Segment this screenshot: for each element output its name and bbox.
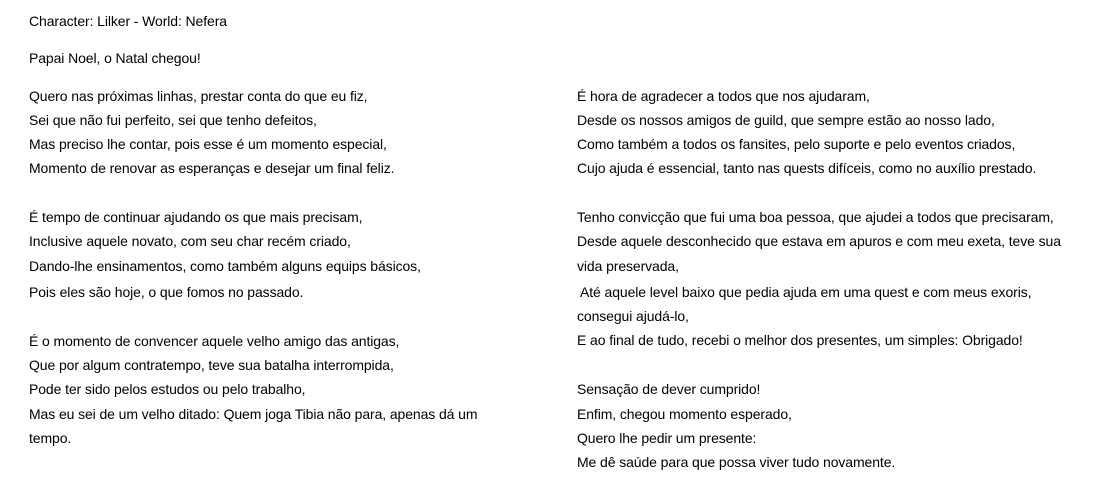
character-world-line: Character: Lilker - World: Nefera [29,13,227,29]
poem-line: Mas preciso lhe contar, pois esse é um momento especial, [29,136,387,152]
poem-line: Pode ter sido pelos estudos ou pelo trabalho, [29,381,306,397]
poem-line: Até aquele level baixo que pedia ajuda em uma quest e com meus exoris, [577,284,1032,300]
poem-line: Quero nas próximas linhas, prestar conta do que eu fiz, [29,88,368,104]
poem-line: Dando-lhe ensinamentos, como também alguns equips básicos, [29,258,421,274]
poem-line: E ao final de tudo, recebi o melhor dos presentes, um simples: Obrigado! [577,332,1023,348]
poem-line: Sensação de dever cumprido! [577,381,761,397]
poem-line: vida preservada, [577,258,679,274]
poem-title: Papai Noel, o Natal chegou! [29,50,201,66]
poem-line: Como também a todos os fansites, pelo suporte e pelo eventos criados, [577,136,1016,152]
poem-line: É hora de agradecer a todos que nos ajudaram, [577,88,870,104]
poem-line: Cujo ajuda é essencial, tanto nas quests difíceis, como no auxílio prestado. [577,160,1037,176]
poem-line: Desde os nossos amigos de guild, que sempre estão ao nosso lado, [577,112,995,128]
poem-line: Enfim, chegou momento esperado, [577,406,792,422]
poem-line: consegui ajudá-lo, [577,308,689,324]
poem-line: Desde aquele desconhecido que estava em apuros e com meu exeta, teve sua [577,233,1061,249]
poem-line: Mas eu sei de um velho ditado: Quem joga Tibia não para, apenas dá um [29,406,478,422]
poem-line: É tempo de continuar ajudando os que mais precisam, [29,209,363,225]
poem-line: Me dê saúde para que possa viver tudo novamente. [577,454,896,470]
poem-line: Inclusive aquele novato, com seu char recém criado, [29,233,351,249]
poem-line: Tenho convicção que fui uma boa pessoa, que ajudei a todos que precisaram, [577,209,1054,225]
poem-line: Pois eles são hoje, o que fomos no passado. [29,284,304,300]
poem-line: Momento de renovar as esperanças e desejar um final feliz. [29,160,395,176]
poem-line: Quero lhe pedir um presente: [577,430,757,446]
poem-line: Que por algum contratempo, teve sua batalha interrompida, [29,357,394,373]
poem-line: É o momento de convencer aquele velho amigo das antigas, [29,333,400,349]
poem-line: Sei que não fui perfeito, sei que tenho defeitos, [29,112,317,128]
poem-line: tempo. [29,430,72,446]
